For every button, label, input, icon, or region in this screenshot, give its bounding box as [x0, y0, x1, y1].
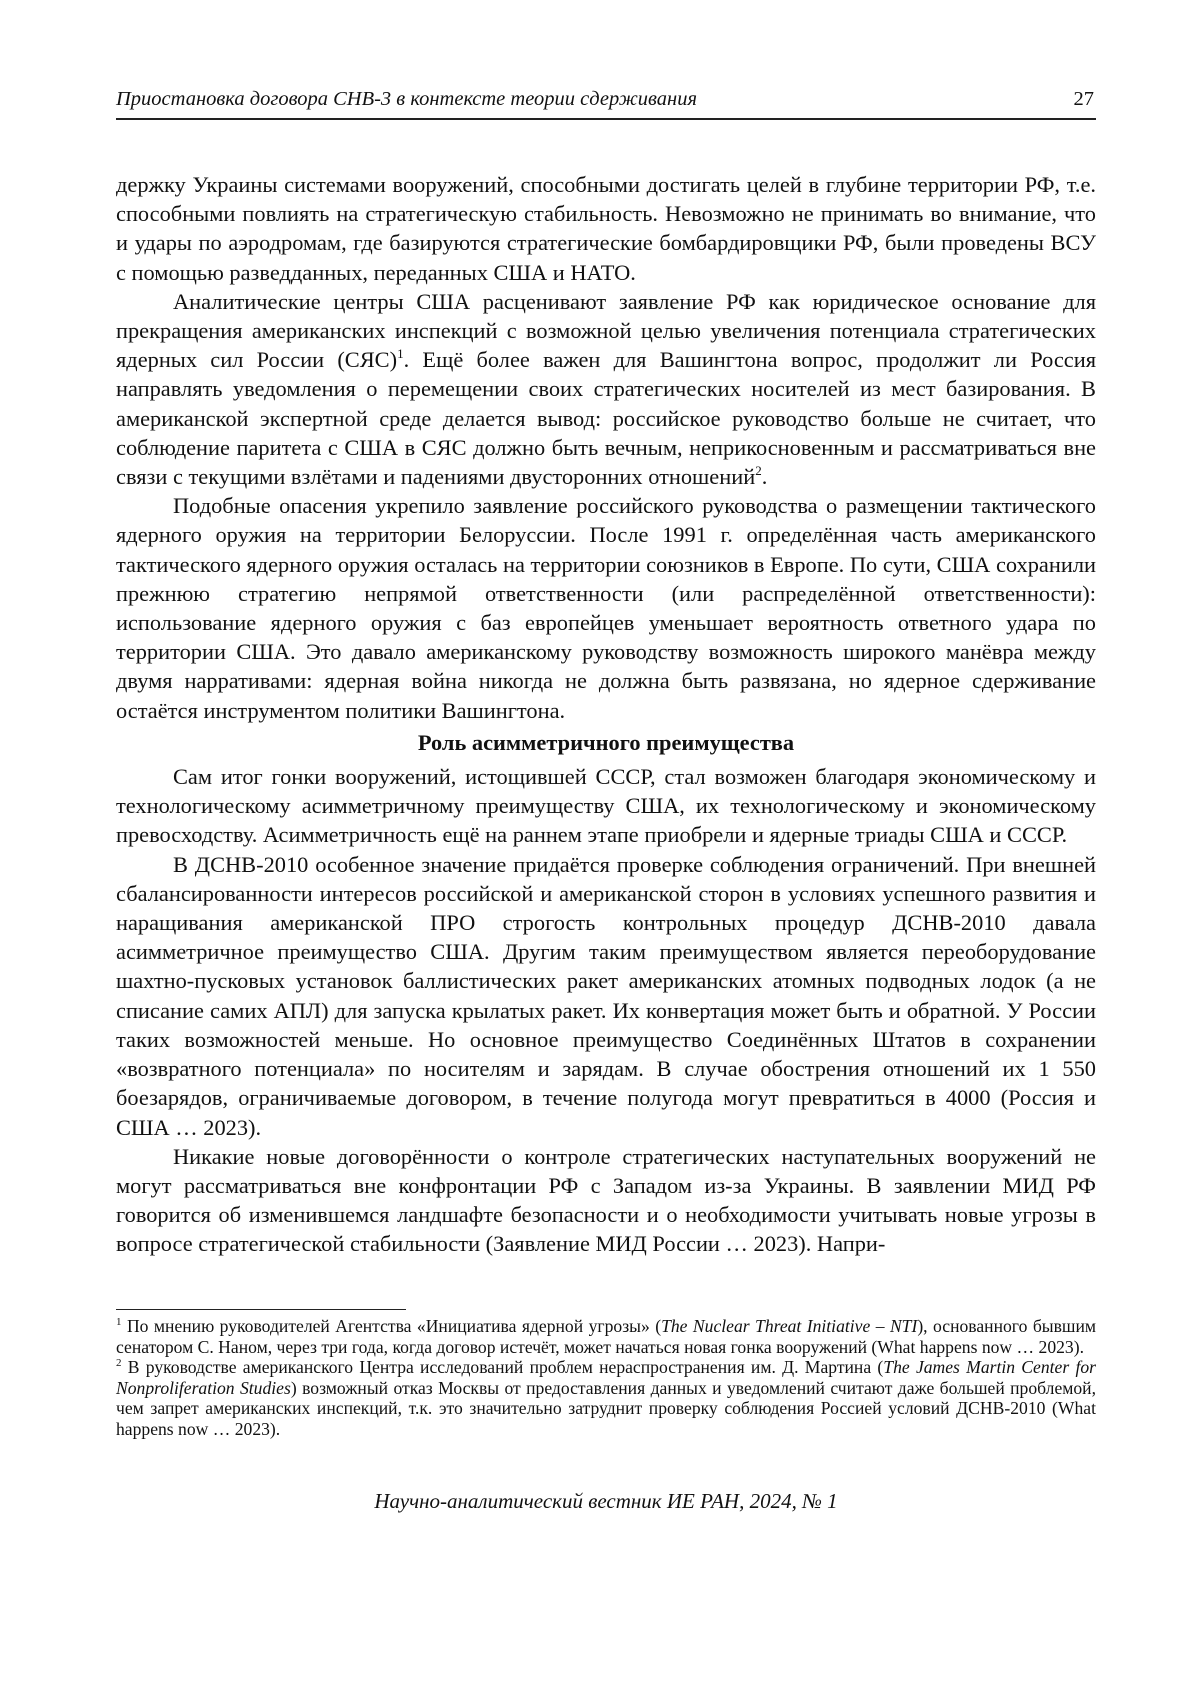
section-heading: Роль асимметричного преимущества — [417, 729, 795, 755]
footnote-1-text-a: По мнению руководителей Агентства «Инициатива ядерной угрозы» ( — [121, 1316, 662, 1336]
footnote-2-italic: The James Martin Center for Nonproliferation Studies — [116, 1357, 1096, 1398]
footnote-2-mark: 2 — [116, 1357, 122, 1370]
paragraph-2 — [116, 287, 1096, 491]
paragraph-2-part-b: . Ещё более важен для Вашингтона вопрос, продолжит ли Россия направлять уведомления о перемещении своих стратегических носителей из мест базирования. В американской экспертной среде делается вывод: российское руководство больше не считает, что соблюдение паритета с США в СЯС должно быть вечным, неприкосновенным и рассматриваться вне связи с текущими взлётами и падениями двусторонних отношений — [116, 347, 1096, 490]
footnotes — [116, 1316, 1096, 1440]
footnote-1-mark: 1 — [116, 1316, 122, 1328]
paragraph-3: Подобные опасения укрепило заявление российского руководства о размещении тактического ядерного оружия на территории Белоруссии. После 1991 г. определённая часть американского тактического ядерного оружия осталась на территории союзников в Европе. По сути, США сохранили прежнюю стратегию непрямой ответственности (или распределённой ответственности): использование ядерного оружия с баз европейцев уменьшает вероятность ответного удара по территории США. Это давало американскому руководству возможность широкого манёвра между двумя нарративами: ядерная война никогда не должна быть развязана, но ядерное сдерживание остаётся инструментом политики Вашингтона. — [116, 493, 1096, 723]
paragraph-2-part-c: . — [761, 464, 768, 490]
footnote-2 — [116, 1357, 1096, 1439]
journal-footer: Научно-аналитический вестник ИЕ РАН, 2024, № 1 — [374, 1489, 838, 1513]
footnote-divider — [116, 1309, 406, 1310]
footnote-1-text-b: ), основанного бывшим сенатором С. Наном, через три года, когда договор истечёт, может начаться новая гонка вооружений (What happens now … 2023). — [116, 1316, 1096, 1357]
paragraph-4: Сам итог гонки вооружений, истощившей СССР, стал возможен благодаря экономическому и технологическому асимметричному преимуществу США, их технологическому и экономическому превосходству. Асимметричность ещё на раннем этапе приобрели и ядерные триады США и СССР. — [116, 764, 1096, 848]
paragraph-5: В ДСНВ-2010 особенное значение придаётся проверке соблюдения ограничений. При внешней сбалансированности интересов российской и американской сторон в условиях успешного развития и наращивания американской ПРО строгость контрольных процедур ДСНВ-2010 давала асимметричное преимущество США. Другим таким преимуществом является переоборудование шахтно-пусковых установок баллистических ракет американских атомных подводных лодок (а не списание самих АПЛ) для запуска крылатых ракет. Их конвертация может быть и обратной. У России таких возможностей меньше. Но основное преимущество Соединённых Штатов в сохранении «возвратного потенциала» по носителям и зарядам. В случае обострения отношений их 1 550 боезарядов, ограничиваемые договором, в течение полугода могут превратиться в 4000 (Россия и США … 2023). — [116, 851, 1096, 1140]
footnote-2-text-a: В руководстве американского Центра исследований проблем нераспространения им. Д. Мартина ( — [121, 1357, 884, 1378]
running-header — [116, 84, 1096, 120]
page-number: 27 — [1073, 88, 1094, 110]
footnote-2-text-b: ) возможный отказ Москвы от предоставления данных и уведомлений считают даже большей проблемой, чем запрет американских инспекций, т.к. это значительно затруднит проверку соблюдения Россией условий ДСНВ-2010 (What happens now … 2023). — [116, 1377, 1096, 1439]
footnote-ref-1[interactable]: 1 — [397, 346, 404, 362]
footnote-1 — [116, 1316, 1096, 1357]
paragraph-2-part-a: Аналитические центры США расценивают заявление РФ как юридическое основание для прекращения американских инспекций с возможной целью увеличения потенциала стратегических ядерных сил России (СЯС) — [116, 288, 1096, 373]
paragraph-1: держку Украины системами вооружений, способными достигать целей в глубине территории РФ, т.е. способными повлиять на стратегическую стабильность. Невозможно не принимать во внимание, что и удары по аэродромам, где базируются стратегические бомбардировщики РФ, были проведены ВСУ с помощью разведданных, переданных США и НАТО. — [116, 172, 1096, 285]
body-text — [116, 170, 1096, 1259]
footnote-ref-2[interactable]: 2 — [755, 463, 762, 479]
running-title: Приостановка договора СНВ-3 в контексте теории сдерживания — [116, 88, 697, 110]
footnote-1-italic: The Nuclear Threat Initiative – NTI — [661, 1316, 918, 1336]
paragraph-6: Никакие новые договорённости о контроле стратегических наступательных вооружений не могут рассматриваться вне конфронтации РФ с Западом из-за Украины. В заявлении МИД РФ говорится об изменившемся ландшафте безопасности и о необходимости учитывать новые угрозы в вопросе стратегической стабильности (Заявление МИД России … 2023). Напри- — [116, 1143, 1096, 1257]
